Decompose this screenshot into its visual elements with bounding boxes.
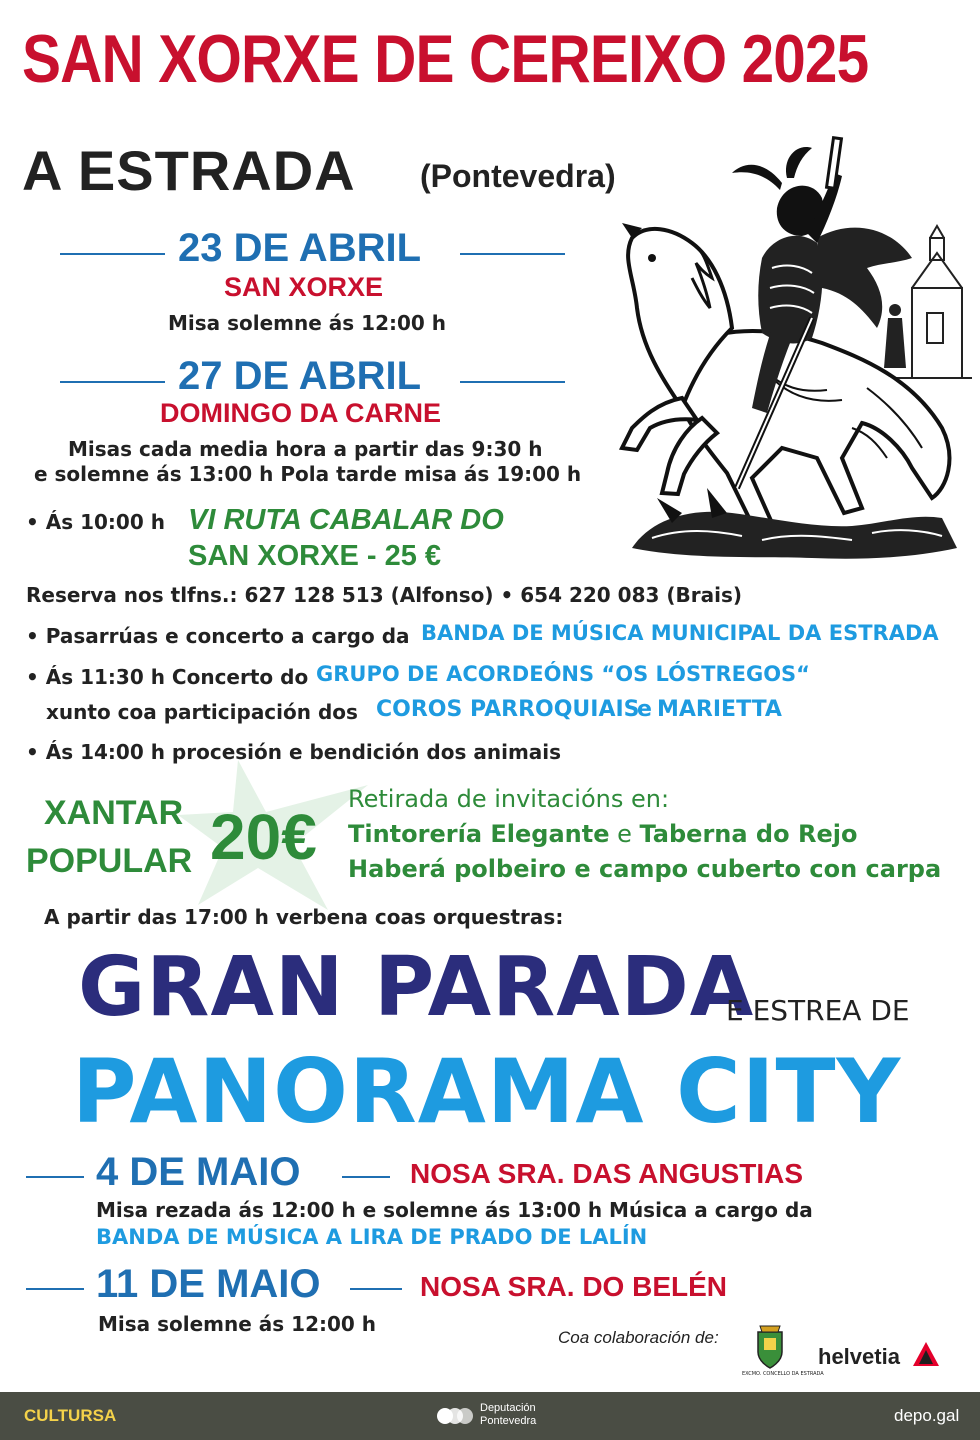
procesion-text: • Ás 14:00 h procesión e bendición dos animais	[26, 740, 562, 764]
retirada-text: Retirada de invitacións en:	[348, 785, 670, 813]
concello-caption: EXCMO. CONCELLO DA ESTRADA	[742, 1371, 824, 1377]
polbeiro-text: Haberá polbeiro e campo cuberto con carpa	[348, 855, 942, 883]
connector-e: e	[617, 820, 632, 848]
date-11-maio: 11 DE MAIO	[96, 1262, 321, 1306]
place-taberna: Taberna do Rejo	[639, 820, 858, 848]
place-name: A ESTRADA	[22, 139, 356, 202]
grupo-acordeons: GRUPO DE ACORDEÓNS “OS LÓSTREGOS“	[316, 662, 810, 686]
ruta-name-2: SAN XORXE - 25 €	[188, 540, 442, 572]
cultura-logo: CULTURSA	[24, 1406, 117, 1425]
misas-line-2: e solemne ás 13:00 h Pola tarde misa ás 19:00 h	[34, 462, 582, 486]
place-tintoreria: Tintorería Elegante	[348, 820, 610, 848]
helvetia-logo-icon	[912, 1340, 940, 1368]
reserva-phones: Reserva nos tlfns.: 627 128 513 (Alfonso) • 654 220 083 (Brais)	[26, 583, 743, 607]
colaboracion-text: Coa colaboración de:	[558, 1328, 719, 1347]
verbena-intro: A partir das 17:00 h verbena coas orquestras:	[44, 905, 564, 929]
date-23-abril: 23 DE ABRIL	[178, 226, 422, 270]
divider-left	[26, 1288, 84, 1290]
ruta-time: • Ás 10:00 h	[26, 510, 165, 534]
connector-e: e	[637, 697, 652, 722]
depo-gal-link[interactable]: depo.gal	[894, 1406, 960, 1425]
misas-line-1: Misas cada media hora a partir das 9:30 h	[68, 437, 543, 461]
event-san-xorxe: SAN XORXE	[224, 272, 384, 302]
banda-municipal: BANDA DE MÚSICA MUNICIPAL DA ESTRADA	[421, 621, 939, 645]
band-panorama-city: PANORAMA CITY	[72, 1040, 902, 1143]
deputacion-logo-icon	[436, 1404, 474, 1428]
date-27-abril: 27 DE ABRIL	[178, 354, 422, 398]
province-name: (Pontevedra)	[420, 158, 616, 194]
poster-title: SAN XORXE DE CEREIXO 2025	[22, 21, 869, 97]
divider-right	[342, 1176, 390, 1178]
divider-right	[460, 253, 565, 255]
coros-parroquiais: COROS PARROQUIAIS	[376, 697, 640, 722]
concello-shield-logo	[752, 1322, 788, 1372]
event-belen: NOSA SRA. DO BELÉN	[420, 1271, 727, 1302]
xantar-line-2: POPULAR	[26, 842, 193, 880]
estrea-de-text: E ESTREA DE	[726, 994, 910, 1027]
divider-left	[26, 1176, 84, 1178]
deputacion-text-1: Deputación	[480, 1402, 536, 1414]
xantar-line-1: XANTAR	[44, 794, 184, 832]
angustias-detail: Misa rezada ás 12:00 h e solemne ás 13:00 h Música a cargo da	[96, 1198, 813, 1222]
retirada-places	[348, 820, 857, 848]
divider-right	[350, 1288, 402, 1290]
divider-right	[460, 381, 565, 383]
helvetia-logo-text: helvetia	[818, 1344, 900, 1369]
band-gran-parada: GRAN PARADA	[78, 940, 755, 1035]
divider-left	[60, 381, 165, 383]
ruta-name-1: VI RUTA CABALAR DO	[188, 504, 504, 536]
divider-left	[60, 253, 165, 255]
concerto-text: • Ás 11:30 h Concerto do	[26, 665, 309, 689]
xantar-price: 20€	[210, 801, 317, 873]
saint-george-illustration	[612, 128, 972, 578]
marietta: MARIETTA	[657, 697, 782, 722]
pasarruas-text: • Pasarrúas e concerto a cargo da	[26, 624, 410, 648]
date-4-maio: 4 DE MAIO	[96, 1150, 301, 1194]
deputacion-text-2: Pontevedra	[480, 1415, 537, 1427]
xunto-text: xunto coa participación dos	[46, 700, 358, 724]
event-san-xorxe-detail: Misa solemne ás 12:00 h	[168, 311, 447, 335]
footer-bar	[0, 1392, 980, 1440]
banda-lira-lalin: BANDA DE MÚSICA A LIRA DE PRADO DE LALÍN	[96, 1225, 648, 1249]
event-angustias: NOSA SRA. DAS ANGUSTIAS	[410, 1158, 804, 1189]
event-domingo-da-carne: DOMINGO DA CARNE	[160, 398, 441, 428]
belen-detail: Misa solemne ás 12:00 h	[98, 1312, 377, 1336]
